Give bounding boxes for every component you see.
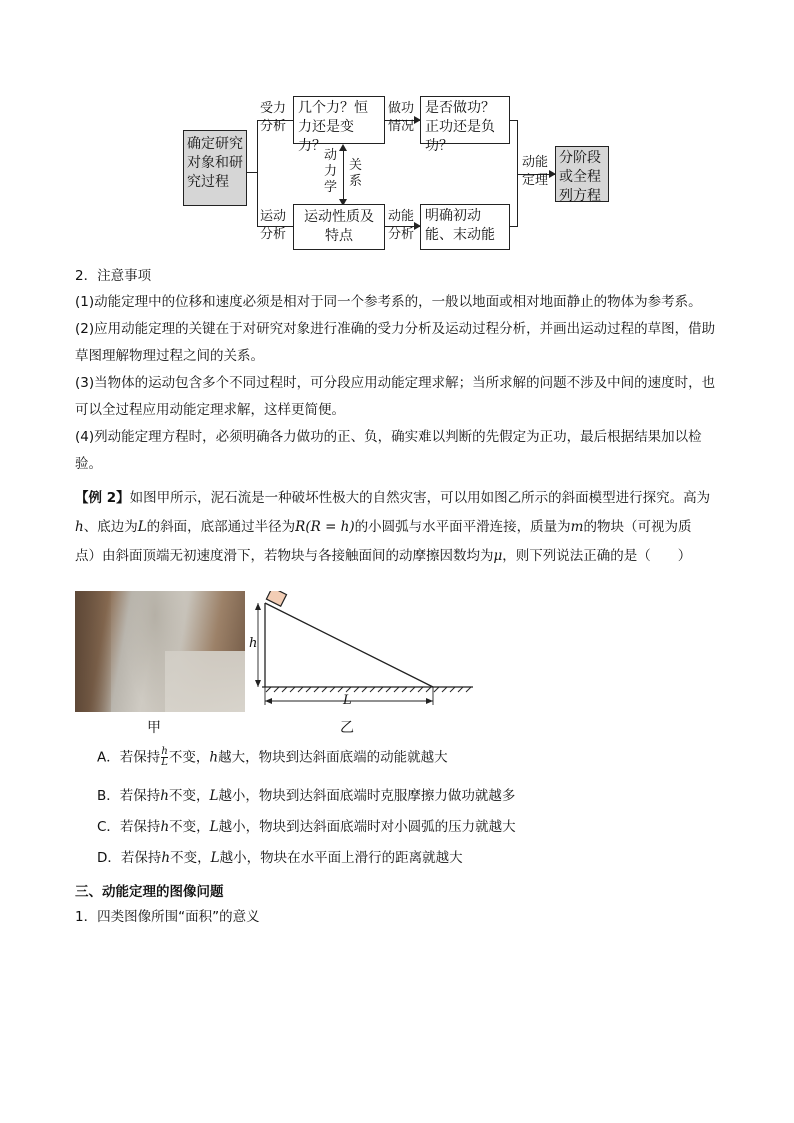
flow-start-text: 确定研究对象和研究过程: [187, 136, 243, 190]
flow-motion-box: 运动性质及特点: [293, 204, 385, 250]
section-3-sub: 1．四类图像所围“面积”的意义: [75, 909, 260, 925]
flow-label-relation: 关系: [349, 158, 363, 189]
flow-label-dynamics: 动力学: [324, 148, 338, 195]
flow-force-box: 几个力？恒力还是变力？: [293, 96, 385, 144]
figure-caption-yi: 乙: [340, 720, 354, 736]
flow-start-box: [183, 130, 247, 206]
arrow-up-icon: [339, 144, 347, 151]
option-c[interactable]: C．若保持h不变，L越小，物块到达斜面底端时对小圆弧的压力就越大: [97, 819, 516, 835]
flow-connector: [257, 120, 258, 226]
flow-connector: [247, 172, 257, 173]
flow-label-kinetic: 动能分析: [388, 209, 415, 242]
flow-label-work: 做功情况: [388, 101, 415, 134]
diagram-label-L: L: [343, 693, 352, 708]
fraction-h-over-L: $\frac{h}{L}$: [161, 746, 168, 768]
diagram-label-h: h: [249, 636, 258, 651]
flow-label-theorem: 动能定理: [522, 155, 549, 188]
flow-end-box: 分阶段或全程列方程: [555, 146, 609, 202]
figure-caption-jia: 甲: [147, 720, 161, 736]
note-item-1: (1)动能定理中的位移和速度必须是相对于同一个参考系的，一般以地面或相对地面静止的物体为参考系。: [75, 294, 702, 310]
section-3-title: 三、动能定理的图像问题: [75, 884, 224, 900]
incline-diagram: [248, 591, 478, 713]
option-d[interactable]: D．若保持h不变，L越小，物块在水平面上滑行的距离就越大: [97, 850, 463, 866]
flow-connector: [343, 150, 344, 202]
note-item-4: (4)列动能定理方程时，必须明确各力做功的正、负，确实难以判断的先假定为正功，最后根据结果加以检验。: [75, 429, 702, 472]
flow-kinetic-box: 明确初动能、末动能: [420, 204, 510, 250]
note-item-3: (3)当物体的运动包含多个不同过程时，可分段应用动能定理求解；当所求解的问题不涉及中间的速度时，也可以全过程应用动能定理求解，这样更简便。: [75, 375, 716, 418]
section-2-title: 2．注意事项: [75, 268, 152, 284]
mudslide-photo: [75, 591, 245, 712]
flow-label-motion: 运动分析: [260, 209, 287, 242]
example-tag: 【例 2】: [75, 490, 130, 506]
option-b[interactable]: B．若保持h不变，L越小，物块到达斜面底端时克服摩擦力做功就越多: [97, 788, 516, 804]
flow-work-box: 是否做功？正功还是负功？: [420, 96, 510, 144]
note-item-2: (2)应用动能定理的关键在于对研究对象进行准确的受力分析及运动过程分析，并画出运动过程的草图，借助草图理解物理过程之间的关系。: [75, 321, 716, 364]
flow-label-force: 受力分析: [260, 101, 287, 134]
option-a[interactable]: A．若保持 $\frac{h}{L}$ 不变，h越大，物块到达斜面底端的动能就越大: [97, 746, 448, 768]
example-2-stem: 【例 2】如图甲所示，泥石流是一种破坏性极大的自然灾害，可以用如图乙所示的斜面模型进行探究。高为 h、底边为L的斜面，底部通过半径为R(R = h)的小圆弧与水平面平滑连接，质量为m的物块（可视为质 点）由斜面顶端无初速度滑下，若物块与各接触面间的动摩擦因数均为μ，则下列说法正确的是（ ）: [75, 490, 711, 564]
